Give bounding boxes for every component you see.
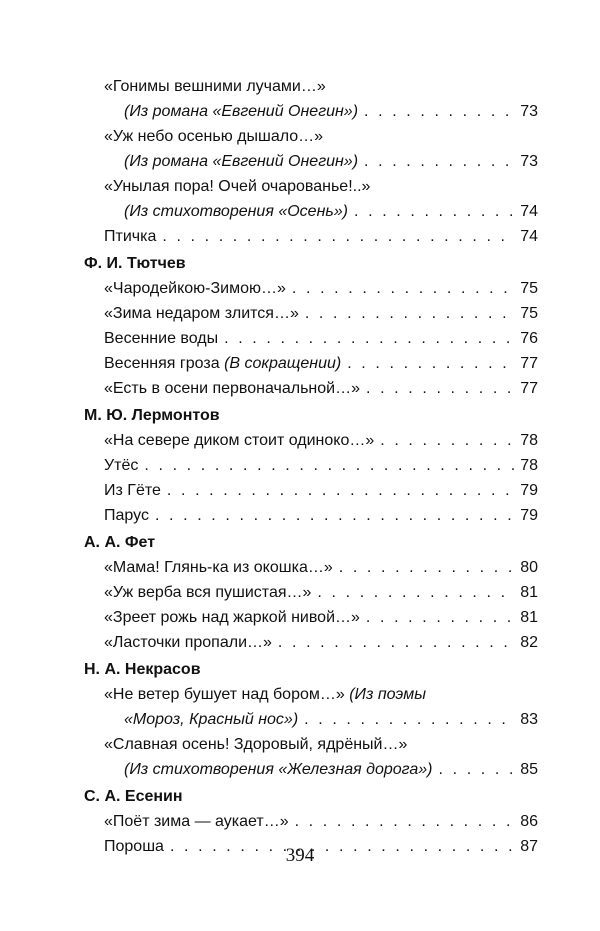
page-folio-number: 394 xyxy=(285,845,315,866)
dot-leader xyxy=(144,453,514,478)
page-number: 77 xyxy=(520,380,538,397)
entry-source-line xyxy=(84,757,538,782)
toc-entry xyxy=(84,453,538,478)
dot-leader xyxy=(366,605,514,630)
table-of-contents xyxy=(84,74,538,859)
author-heading: А. А. Фет xyxy=(84,534,156,551)
author-heading: С. А. Есенин xyxy=(84,788,183,805)
toc-entry xyxy=(84,174,538,224)
entry-title: «Есть в осени первоначальной…» xyxy=(104,380,360,397)
entry-title: «Уж верба вся пушистая…» xyxy=(104,584,312,601)
entry-title: «Не ветер бушует над бором…» xyxy=(104,686,345,703)
toc-entry xyxy=(84,301,538,326)
entry-note: (Из поэмы xyxy=(349,686,427,703)
dot-leader xyxy=(305,301,514,326)
page-number: 81 xyxy=(520,584,538,601)
dot-leader xyxy=(317,580,514,605)
page-number: 79 xyxy=(520,482,538,499)
entry-title: «Мама! Глянь-ка из окошка…» xyxy=(104,559,333,576)
page-number: 74 xyxy=(520,203,538,220)
page-number: 87 xyxy=(520,838,538,855)
dot-leader xyxy=(295,809,515,834)
entry-source: (Из стихотворения «Осень») xyxy=(124,203,349,220)
entry-source: (Из стихотворения «Железная дорога») xyxy=(124,761,433,778)
dot-leader xyxy=(347,351,514,376)
page-number: 78 xyxy=(520,457,538,474)
author-heading: М. Ю. Лермонтов xyxy=(84,407,220,424)
entry-title: «Унылая пора! Очей очарованье!..» xyxy=(104,178,371,195)
toc-entry xyxy=(84,74,538,124)
entry-source-line xyxy=(84,99,538,124)
entry-title: «Зреет рожь над жаркой нивой…» xyxy=(104,609,360,626)
dot-leader xyxy=(366,376,514,401)
toc-entry xyxy=(84,224,538,249)
entry-title: «Уж небо осенью дышало…» xyxy=(104,128,324,145)
page-number: 82 xyxy=(520,634,538,651)
page-number: 80 xyxy=(520,559,538,576)
dot-leader xyxy=(304,707,514,732)
dot-leader xyxy=(339,555,514,580)
toc-entry xyxy=(84,555,538,580)
entry-title: «Поёт зима — аукает…» xyxy=(104,813,289,830)
entry-source-line xyxy=(84,149,538,174)
entry-source-line xyxy=(84,707,538,732)
entry-title: Весенняя гроза xyxy=(104,355,220,372)
entry-source: «Мороз, Красный нос») xyxy=(124,711,299,728)
toc-entry xyxy=(84,605,538,630)
page-number: 86 xyxy=(520,813,538,830)
dot-leader xyxy=(364,149,514,174)
entry-title: Утёс xyxy=(104,457,139,474)
toc-entry xyxy=(84,809,538,834)
toc-entry xyxy=(84,351,538,376)
toc-entry xyxy=(84,682,538,732)
entry-title: Из Гёте xyxy=(104,482,161,499)
entry-source: (Из романа «Евгений Онегин») xyxy=(124,153,359,170)
page-number: 85 xyxy=(520,761,538,778)
entry-title: «Зима недаром злится…» xyxy=(104,305,299,322)
page-number: 73 xyxy=(520,103,538,120)
dot-leader xyxy=(162,224,514,249)
entry-title-line xyxy=(84,682,538,707)
toc-entry xyxy=(84,276,538,301)
dot-leader xyxy=(224,326,514,351)
page-number: 83 xyxy=(520,711,538,728)
entry-title: «Чародейкою-Зимою…» xyxy=(104,280,286,297)
author-heading: Ф. И. Тютчев xyxy=(84,255,186,272)
toc-entry xyxy=(84,478,538,503)
entry-note: (В сокращении) xyxy=(224,355,342,372)
dot-leader xyxy=(380,428,514,453)
page-number: 75 xyxy=(520,305,538,322)
page-number: 77 xyxy=(520,355,538,372)
dot-leader xyxy=(155,503,514,528)
dot-leader xyxy=(278,630,514,655)
page-number: 76 xyxy=(520,330,538,347)
entry-source: (Из романа «Евгений Онегин») xyxy=(124,103,359,120)
entry-title: Парус xyxy=(104,507,149,524)
toc-entry xyxy=(84,732,538,782)
page-number: 79 xyxy=(520,507,538,524)
dot-leader xyxy=(292,276,514,301)
page-number: 81 xyxy=(520,609,538,626)
dot-leader xyxy=(364,99,514,124)
page-number: 78 xyxy=(520,432,538,449)
toc-entry xyxy=(84,428,538,453)
toc-entry xyxy=(84,124,538,174)
toc-entry xyxy=(84,580,538,605)
page-number: 75 xyxy=(520,280,538,297)
toc-entry xyxy=(84,503,538,528)
dot-leader xyxy=(439,757,515,782)
entry-title: Птичка xyxy=(104,228,157,245)
toc-entry xyxy=(84,376,538,401)
author-heading: Н. А. Некрасов xyxy=(84,661,201,678)
entry-title: Весенние воды xyxy=(104,330,219,347)
entry-source-line xyxy=(84,199,538,224)
page-number: 73 xyxy=(520,153,538,170)
page-number: 74 xyxy=(520,228,538,245)
toc-entry xyxy=(84,326,538,351)
toc-entry xyxy=(84,630,538,655)
dot-leader xyxy=(167,478,514,503)
entry-title: «Ласточки пропали…» xyxy=(104,634,272,651)
entry-title: «Гонимы вешними лучами…» xyxy=(104,78,326,95)
dot-leader xyxy=(354,199,514,224)
entry-title: Пороша xyxy=(104,838,164,855)
entry-title: «Славная осень! Здоровый, ядрёный…» xyxy=(104,736,408,753)
entry-title-group xyxy=(104,351,341,376)
entry-title: «На севере диком стоит одиноко…» xyxy=(104,432,375,449)
